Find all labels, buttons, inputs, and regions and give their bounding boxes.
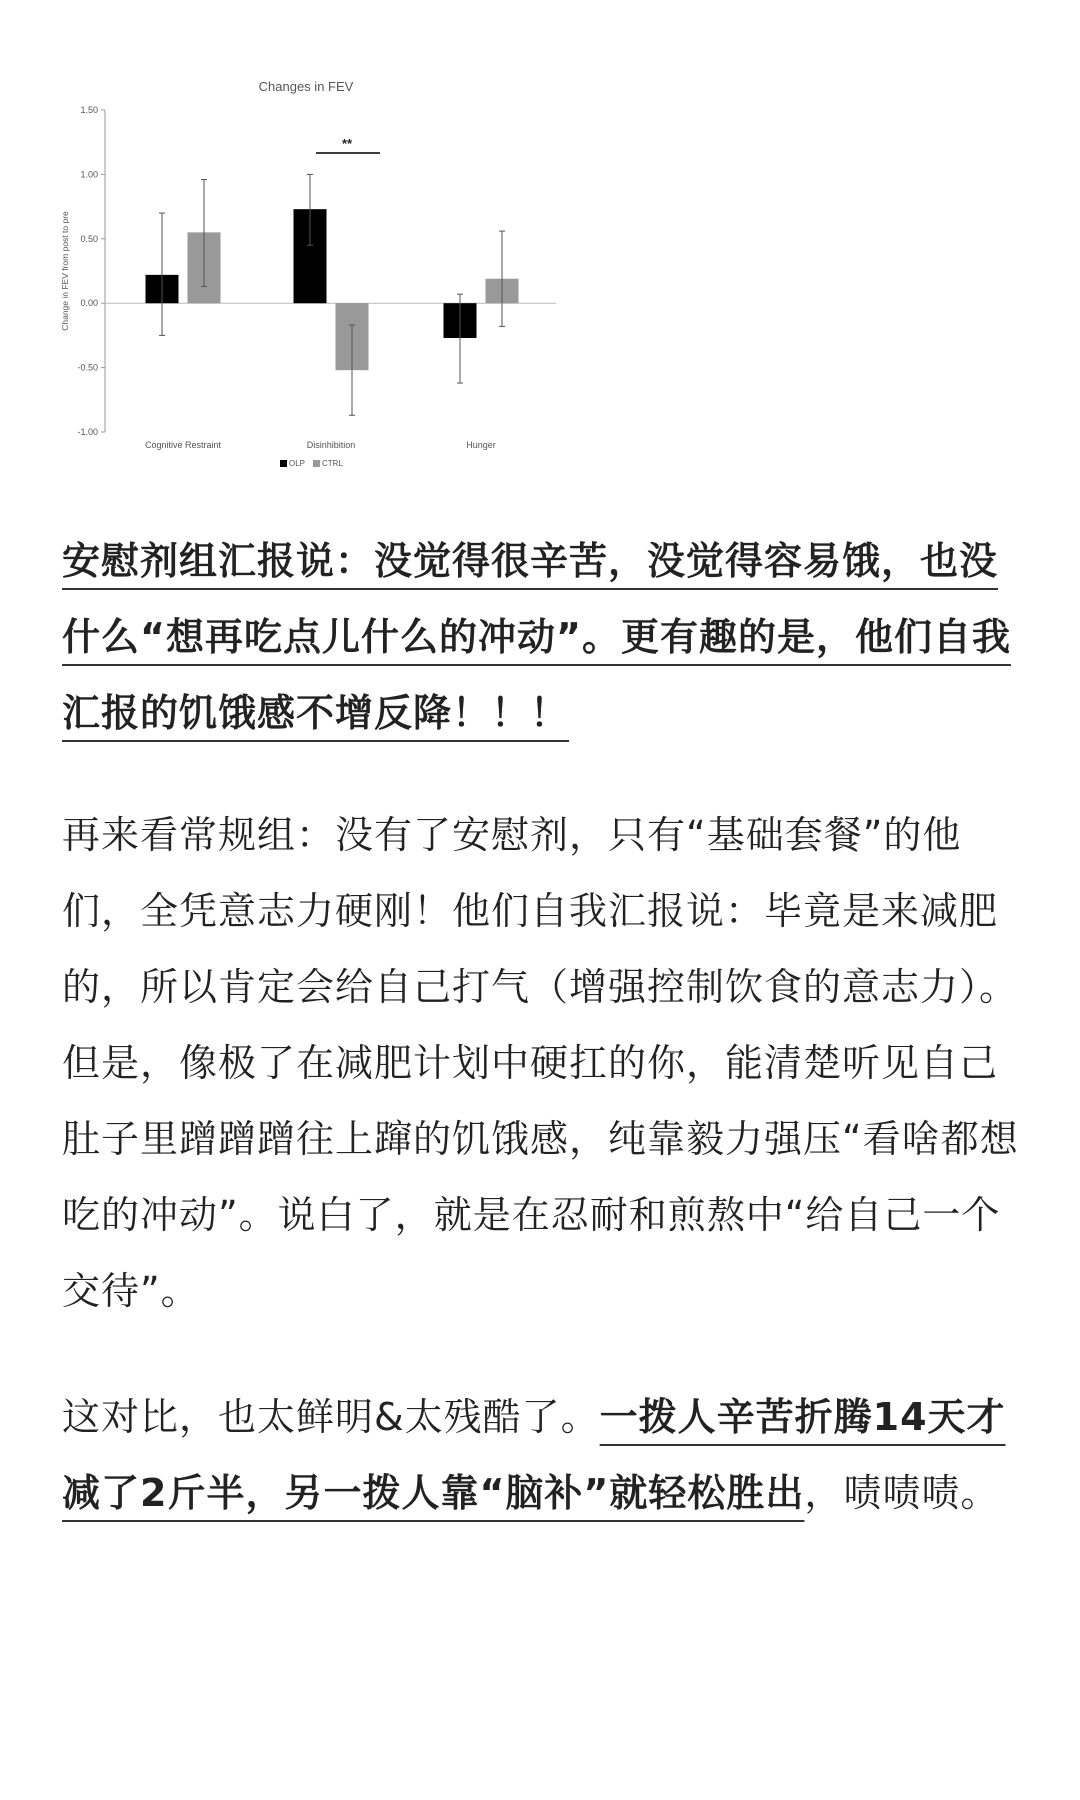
paragraph-comparison [62,1379,1028,1531]
y-tick-label: 1.00 [80,169,98,180]
category-label: Disinhibition [306,440,356,450]
paragraph-placebo [62,523,1028,751]
y-tick-label: 0.50 [80,233,98,244]
paragraph-control [62,797,1028,1329]
chart-title: Changes in FEV [258,79,354,94]
legend-swatch-olp [280,460,287,467]
legend-swatch-ctrl [313,460,320,467]
y-tick-label: 1.50 [80,105,98,115]
comparison-highlight-text: 一拨人辛苦折腾14天才减了2斤半，另一拨人靠“脑补”就轻松胜出 [62,1395,1006,1515]
legend-label-ctrl: CTRL [322,459,343,468]
y-tick-label: -0.50 [77,362,98,373]
fev-chart [0,0,600,500]
placebo-summary-text: 安慰剂组汇报说：没觉得很辛苦，没觉得容易饿，也没什么“想再吃点儿什么的冲动”。更有趣的是，他们自我汇报的饥饿感不增反降！！！ [62,539,1011,735]
fev-bar-chart [0,0,600,500]
y-tick-label: -1.00 [77,427,98,437]
significance-annotation: ** [341,136,353,151]
control-summary-text: 再来看常规组：没有了安慰剂，只有“基础套餐”的他们，全凭意志力硬刚！他们自我汇报说：毕竟是来减肥的，所以肯定会给自己打气（增强控制饮食的意志力）。但是，像极了在减肥计划中硬扛的你，能清楚听见自己肚子里蹭蹭蹭往上蹿的饥饿感，纯靠毅力强压“看啥都想吃的冲动”。说白了，就是在忍耐和煎熬中“给自己一个交待”。 [62,813,1019,1313]
category-label: Cognitive Restraint [144,440,222,450]
legend-label-olp: OLP [289,459,306,468]
category-label: Hunger [466,440,496,450]
comparison-intro-text: 这对比，也太鲜明&太残酷了。 [62,1395,600,1439]
chart-plot-area [77,105,556,468]
y-axis-label: Change in FEV from post to pre [60,211,70,331]
comparison-end-text: ，啧啧啧。 [804,1471,1000,1515]
y-tick-label: 0.00 [80,298,98,309]
